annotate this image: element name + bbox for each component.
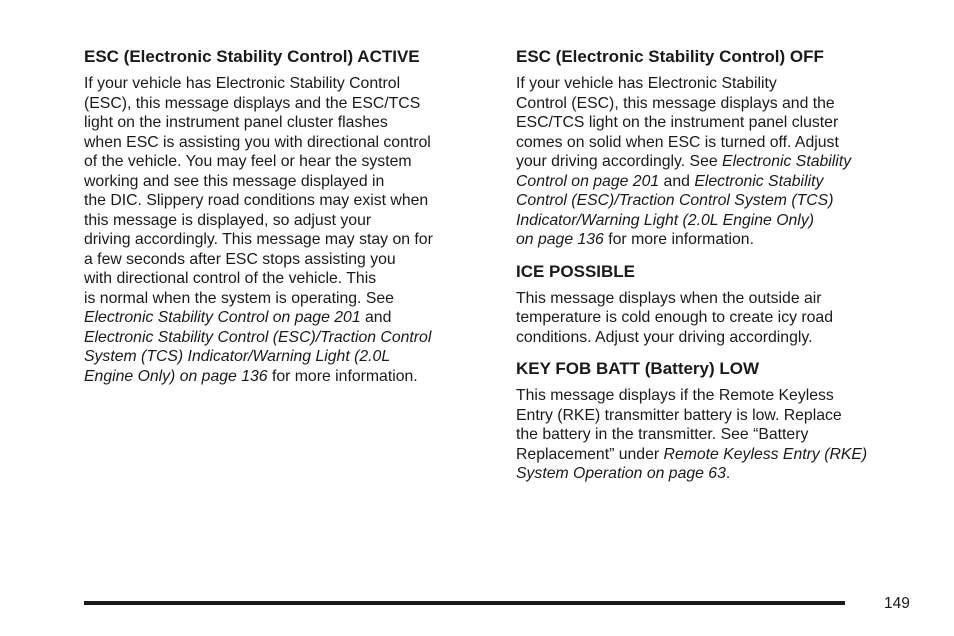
cross-reference-text: System Operation on page 63 (516, 465, 726, 482)
text-line (516, 94, 920, 114)
body-text: and (659, 172, 695, 190)
body-text: . (725, 465, 731, 482)
body-text: (ESC), this message displays and the ESC/TCS (84, 94, 421, 112)
page-number: 149 (884, 595, 910, 612)
cross-reference-text: Electronic Stability Control on page 201 (84, 309, 361, 326)
body-text: ESC/TCS light on the instrument panel cluster (516, 114, 839, 131)
text-line (516, 464, 920, 484)
footer-rule (84, 601, 845, 605)
section-heading-ice-possible: ICE POSSIBLE (516, 261, 636, 281)
text-line (84, 211, 488, 231)
text-line (84, 94, 488, 114)
body-text: This message displays when the outside air (516, 289, 822, 307)
body-text: this message is displayed, so adjust your (84, 211, 372, 229)
body-text: Entry (RKE) transmitter battery is low. Replace (516, 406, 842, 424)
text-line (84, 133, 488, 153)
body-text: Replacement” under (516, 445, 664, 463)
body-text: of the vehicle. You may feel or hear the system (84, 153, 412, 170)
text-line (84, 172, 488, 192)
cross-reference-text: Control on page 201 (516, 172, 660, 190)
text-line (516, 425, 920, 445)
body-text: comes on solid when ESC is turned off. Adjust (516, 133, 839, 151)
paragraph-esc-active (84, 74, 488, 386)
section-heading-esc-active: ESC (Electronic Stability Control) ACTIVE (84, 47, 420, 66)
text-line (84, 152, 488, 172)
body-text: If your vehicle has Electronic Stability Control (84, 75, 401, 92)
text-line (516, 152, 920, 172)
text-line (516, 211, 920, 231)
text-line (516, 386, 920, 406)
text-line (84, 328, 488, 348)
text-line (516, 74, 920, 94)
body-text: working and see this message displayed in (84, 172, 385, 190)
paragraph-ice-possible (516, 289, 920, 348)
body-text: conditions. Adjust your driving accordingly. (516, 328, 813, 346)
body-text: a few seconds after ESC stops assisting you (84, 250, 396, 268)
text-line (516, 406, 920, 426)
body-text: is normal when the system is operating. See (84, 289, 394, 307)
body-text: for more information. (603, 231, 754, 248)
right-column (516, 46, 920, 495)
text-line (516, 289, 920, 309)
text-line (84, 367, 488, 387)
body-text: driving accordingly. This message may stay on for (84, 231, 433, 248)
text-line (516, 191, 920, 211)
text-line (516, 230, 920, 250)
text-line (516, 328, 920, 348)
cross-reference-text: Electronic Stability (694, 172, 824, 190)
cross-reference-text: Remote Keyless Entry (RKE) (663, 445, 868, 463)
section-heading-key-fob-batt-low: KEY FOB BATT (Battery) LOW (516, 359, 760, 378)
body-text: when ESC is assisting you with directional control (84, 133, 431, 151)
body-text: for more information. (267, 367, 418, 385)
section-heading-esc-off: ESC (Electronic Stability Control) OFF (516, 47, 824, 66)
text-line (84, 74, 488, 94)
text-line (516, 113, 920, 133)
body-text: light on the instrument panel cluster flashes (84, 114, 388, 131)
cross-reference-text: Control (ESC)/Traction Control System (TCS) (516, 192, 834, 209)
text-line (84, 347, 488, 367)
body-text: If your vehicle has Electronic Stability (516, 75, 777, 92)
text-line (84, 191, 488, 211)
cross-reference-text: Electronic Stability Control (ESC)/Traction Control (84, 328, 432, 346)
cross-reference-text: Electronic Stability (722, 153, 852, 170)
body-text: your driving accordingly. See (516, 153, 723, 170)
cross-reference-text: System (TCS) Indicator/Warning Light (2.0L (84, 348, 391, 365)
text-line (84, 289, 488, 309)
body-text: temperature is cold enough to create icy road (516, 309, 833, 326)
cross-reference-text: on page 136 (516, 231, 604, 248)
body-text: This message displays if the Remote Keyless (516, 387, 834, 404)
body-text: and (360, 309, 392, 326)
text-line (516, 172, 920, 192)
body-text: the DIC. Slippery road conditions may exist when (84, 192, 429, 209)
text-line (516, 445, 920, 465)
text-line (84, 308, 488, 328)
text-line (84, 113, 488, 133)
body-text: Control (ESC), this message displays and the (516, 94, 835, 112)
paragraph-key-fob-batt-low (516, 386, 920, 484)
body-text: the battery in the transmitter. See “Battery (516, 426, 809, 443)
body-text: with directional control of the vehicle. This (84, 270, 377, 287)
paragraph-esc-off (516, 74, 920, 250)
text-line (84, 230, 488, 250)
text-line (516, 133, 920, 153)
cross-reference-text: Indicator/Warning Light (2.0L Engine Only) (516, 211, 814, 229)
left-column (84, 46, 488, 397)
text-line (84, 269, 488, 289)
text-line (516, 308, 920, 328)
cross-reference-text: Engine Only) on page 136 (84, 367, 268, 385)
text-line (84, 250, 488, 270)
